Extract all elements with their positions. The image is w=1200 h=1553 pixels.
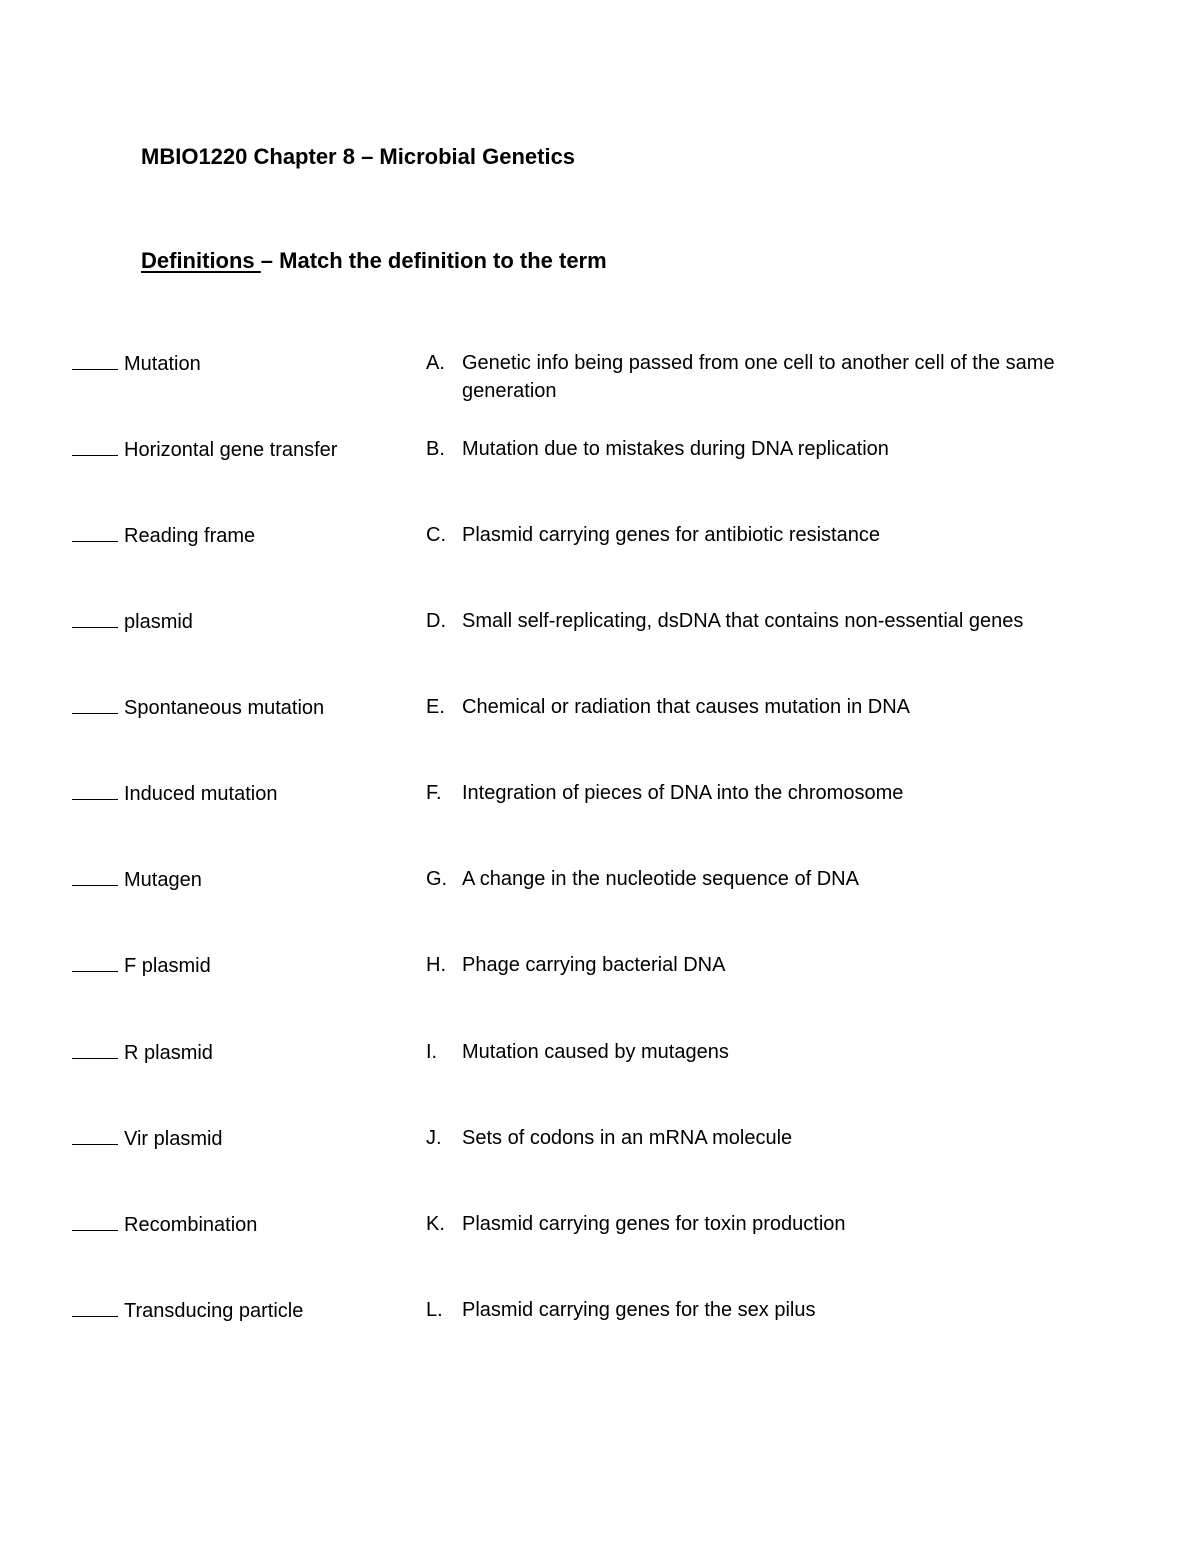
definition-text: Small self-replicating, dsDNA that contains non-essential genes: [462, 610, 1024, 632]
term-label: Transducing particle: [124, 1300, 304, 1322]
definition-letter: H.: [426, 954, 446, 976]
definition-text: Plasmid carrying genes for the sex pilus: [462, 1299, 816, 1321]
definition-text: Mutation caused by mutagens: [462, 1041, 729, 1063]
term-item: [72, 521, 255, 550]
answer-blank[interactable]: [72, 693, 118, 714]
term-item: [72, 435, 337, 464]
answer-blank[interactable]: [72, 1210, 118, 1231]
answer-blank[interactable]: [72, 435, 118, 456]
answer-blank[interactable]: [72, 779, 118, 800]
definition-text: Genetic info being passed from one cell to another cell of the same generation: [462, 352, 1055, 402]
definition-letter: C.: [426, 524, 446, 546]
section-heading: [141, 248, 607, 274]
term-label: Recombination: [124, 1214, 258, 1236]
term-item: [72, 607, 193, 636]
definition-letter: K.: [426, 1213, 445, 1235]
definition-letter: G.: [426, 868, 448, 890]
page-title: MBIO1220 Chapter 8 – Microbial Genetics: [141, 144, 576, 169]
answer-blank[interactable]: [72, 521, 118, 542]
term-item: [72, 1038, 213, 1067]
term-item: [72, 693, 324, 722]
definition-letter: D.: [426, 610, 446, 632]
definition-letter: J.: [426, 1127, 442, 1149]
term-item: [72, 1296, 303, 1325]
definition-text: Mutation due to mistakes during DNA replication: [462, 438, 889, 460]
section-heading-label: Definitions: [141, 248, 261, 273]
term-label: plasmid: [124, 611, 193, 633]
term-label: Reading frame: [124, 525, 256, 547]
term-label: R plasmid: [124, 1042, 213, 1064]
answer-blank[interactable]: [72, 865, 118, 886]
term-label: Induced mutation: [124, 783, 278, 805]
answer-blank[interactable]: [72, 951, 118, 972]
definition-letter: F.: [426, 782, 442, 804]
term-label: Horizontal gene transfer: [124, 439, 338, 461]
section-heading-instruction: – Match the definition to the term: [260, 248, 607, 273]
term-label: Spontaneous mutation: [124, 697, 325, 719]
definition-letter: I.: [426, 1041, 438, 1063]
answer-blank[interactable]: [72, 349, 118, 370]
term-item: [72, 951, 211, 980]
term-item: [72, 349, 201, 378]
definition-text: A change in the nucleotide sequence of DNA: [462, 868, 859, 890]
definition-text: Plasmid carrying genes for toxin production: [462, 1213, 846, 1235]
definition-text: Plasmid carrying genes for antibiotic resistance: [462, 524, 880, 546]
term-item: [72, 779, 277, 808]
definition-text: Sets of codons in an mRNA molecule: [462, 1127, 793, 1149]
definition-text: Chemical or radiation that causes mutation in DNA: [462, 696, 910, 718]
answer-blank[interactable]: [72, 1296, 118, 1317]
answer-blank[interactable]: [72, 1038, 118, 1059]
term-item: [72, 865, 202, 894]
definition-letter: A.: [426, 352, 445, 374]
definition-letter: L.: [426, 1299, 443, 1321]
term-label: Mutation: [124, 353, 201, 375]
definition-text: Integration of pieces of DNA into the chromosome: [462, 782, 904, 804]
term-label: Mutagen: [124, 869, 202, 891]
term-label: Vir plasmid: [124, 1128, 223, 1150]
term-item: [72, 1124, 223, 1153]
answer-blank[interactable]: [72, 607, 118, 628]
definition-letter: B.: [426, 438, 445, 460]
definition-letter: E.: [426, 696, 445, 718]
definition-text: Phage carrying bacterial DNA: [462, 954, 726, 976]
term-label: F plasmid: [124, 955, 211, 977]
term-item: [72, 1210, 257, 1239]
answer-blank[interactable]: [72, 1124, 118, 1145]
